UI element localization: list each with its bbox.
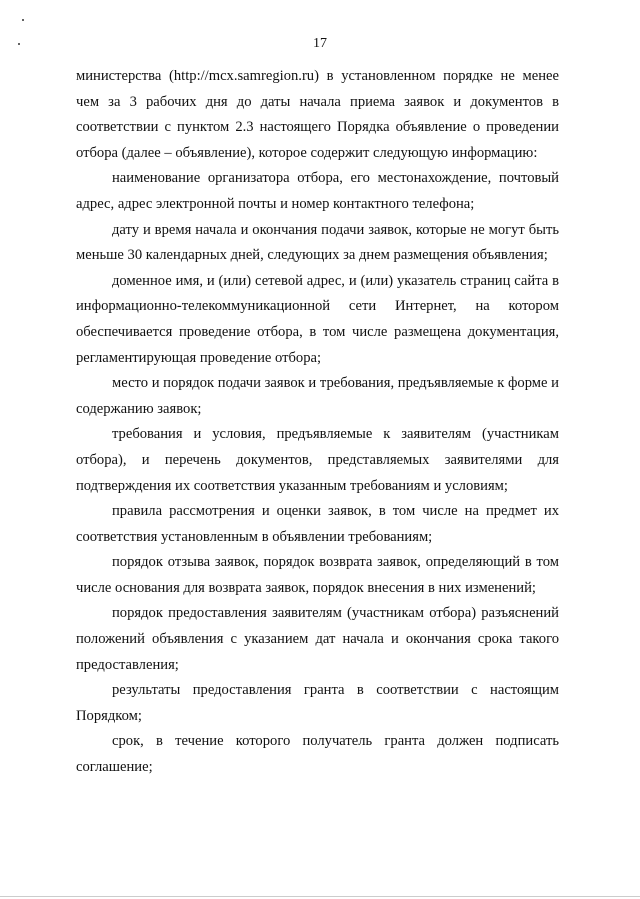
scan-speck — [22, 19, 24, 21]
body-text — [76, 64, 559, 781]
paragraph: порядок отзыва заявок, порядок возврата заявок, определяющий в том числе основания для возврата заявок, порядок внесения в них изменений; — [76, 554, 559, 596]
paragraph: наименование организатора отбора, его местонахождение, почтовый адрес, адрес электронной почты и номер контактного телефона; — [76, 170, 559, 212]
paragraph: требования и условия, предъявляемые к заявителям (участникам отбора), и перечень документов, представляемых заявителями для подтверждения их соответствия указанным требованиям и условиям; — [76, 426, 559, 494]
paragraph: срок, в течение которого получатель гранта должен подписать соглашение; — [76, 733, 559, 776]
paragraph: результаты предоставления гранта в соответствии с настоящим Порядком; — [76, 682, 559, 724]
paragraph: доменное имя, и (или) сетевой адрес, и (или) указатель страниц сайта в информационно-телекоммуникационной сети Интернет, на котором обеспечивается проведение отбора, в том числе размещена документация, регламентирующая проведение отбора; — [76, 272, 559, 366]
paragraph: дату и время начала и окончания подачи заявок, которые не могут быть меньше 30 календарных дней, следующих за днем размещения объявления; — [76, 221, 559, 264]
paragraph: место и порядок подачи заявок и требования, предъявляемые к форме и содержанию заявок; — [76, 375, 559, 417]
paragraph: порядок предоставления заявителям (участникам отбора) разъяснений положений объявления с указанием дат начала и окончания срока такого предоставления; — [76, 605, 559, 673]
scan-edge — [0, 896, 640, 897]
paragraph: правила рассмотрения и оценки заявок, в том числе на предмет их соответствия установленным в объявлении требованиям; — [76, 503, 559, 545]
page-number: 17 — [313, 36, 327, 51]
paragraph: министерства (http://mcx.samregion.ru) в установленном порядке не менее чем за 3 рабочих дня до даты начала приема заявок и документов в соответствии с пунктом 2.3 настоящего Порядка объявление о проведении отбора (далее – объявление), которое содержит следующую информацию: — [76, 68, 559, 161]
